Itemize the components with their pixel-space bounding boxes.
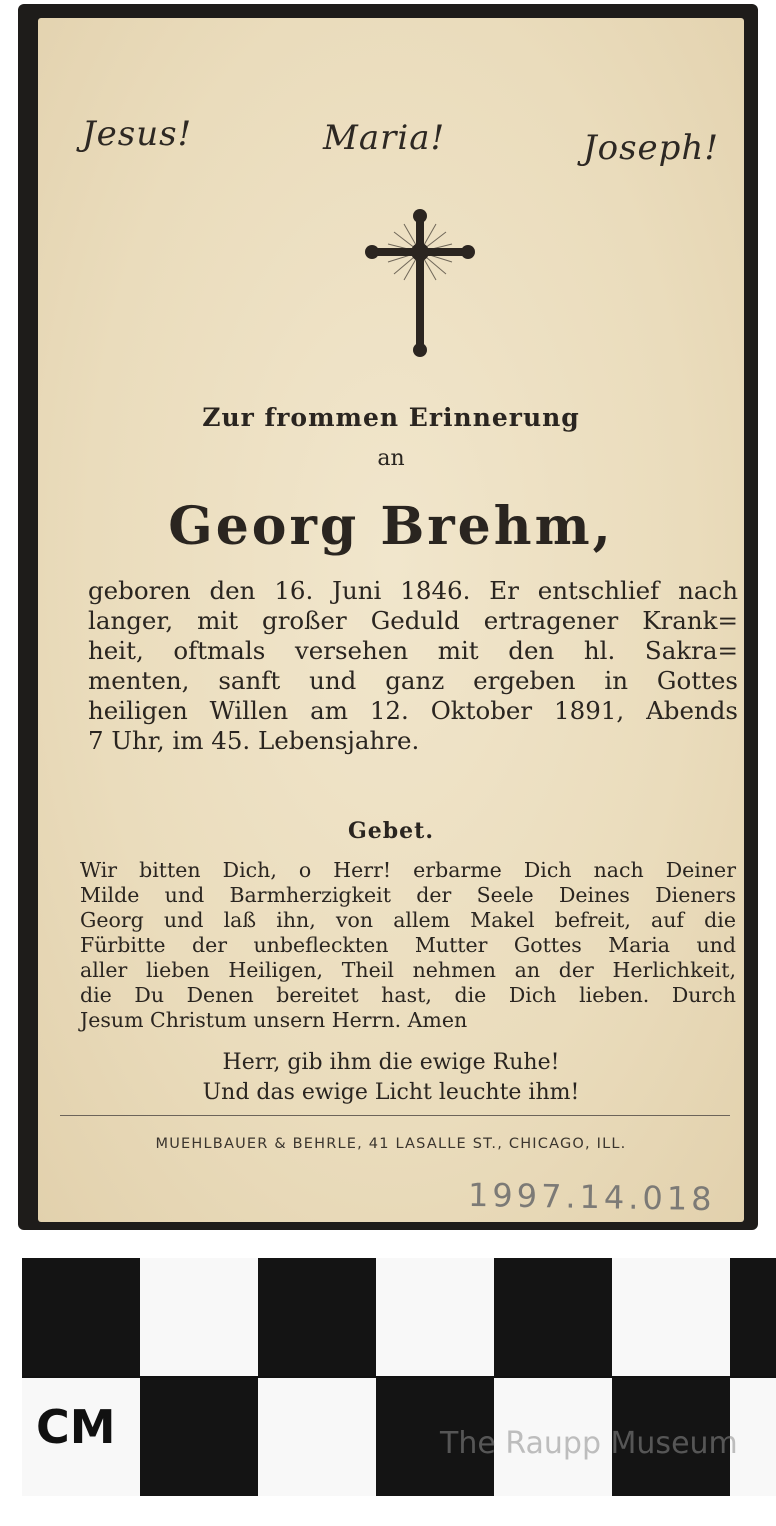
memorial-card [18,4,758,1230]
scale-square [22,1258,140,1376]
prayer-line: Georg und laß ihn, von allem Makel befreit, auf die [80,908,736,932]
publisher-imprint: MUEHLBAUER & BEHRLE, 41 LASALLE ST., CHICAGO, ILL. [155,1136,627,1152]
prayer-line: aller lieben Heiligen, Theil nehmen an der Herlichkeit, [80,958,736,982]
museum-watermark: The Raupp Museum [440,1426,738,1461]
prayer-text [80,858,736,1033]
closing-verse [38,1048,744,1108]
header-jesus: Jesus! [82,114,193,154]
scale-square [258,1378,376,1496]
scale-square [612,1258,730,1376]
header-maria: Maria! [323,118,446,158]
prayer-line: Wir bitten Dich, o Herr! erbarme Dich nach Deiner [80,858,736,882]
prayer-title: Gebet. [348,818,434,844]
scale-square [376,1258,494,1376]
biography-line: heiligen Willen am 12. Oktober 1891, Abends [88,696,738,725]
scale-square [258,1258,376,1376]
prayer-line: Fürbitte der unbefleckten Mutter Gottes Maria und [80,933,736,957]
memorial-an: an [377,446,405,471]
closing-line: Herr, gib ihm die ewige Ruhe! [222,1050,560,1075]
biography-line: menten, sanft und ganz ergeben in Gottes [88,666,738,695]
memorial-heading: Zur frommen Erinnerung [202,403,580,432]
scale-square [494,1258,612,1376]
crucifix-with-rays-icon [360,204,480,364]
prayer-line: Milde und Barmherzigkeit der Seele Deines Dieners [80,883,736,907]
scale-square [140,1258,258,1376]
prayer-line: die Du Denen bereitet hast, die Dich lieben. Durch [80,983,736,1007]
scale-unit-label: CM [36,1400,116,1454]
prayer-line: Jesum Christum unsern Herrn. Amen [80,1008,468,1032]
biography-text [88,576,738,756]
divider-rule [60,1115,730,1116]
closing-line: Und das ewige Licht leuchte ihm! [202,1080,580,1105]
deceased-name: Georg Brehm, [168,496,614,557]
header-joseph: Joseph! [583,128,719,168]
accession-number: 1997.14.018 [467,1175,716,1219]
biography-line: geboren den 16. Juni 1846. Er entschlief nach [88,576,738,605]
biography-line: 7 Uhr, im 45. Lebensjahre. [88,726,420,755]
card-paper [38,18,744,1222]
scale-square [140,1378,258,1496]
scale-square [730,1258,776,1376]
biography-line: heit, oftmals versehen mit den hl. Sakra= [88,636,738,665]
biography-line: langer, mit großer Geduld ertragener Krank= [88,606,738,635]
